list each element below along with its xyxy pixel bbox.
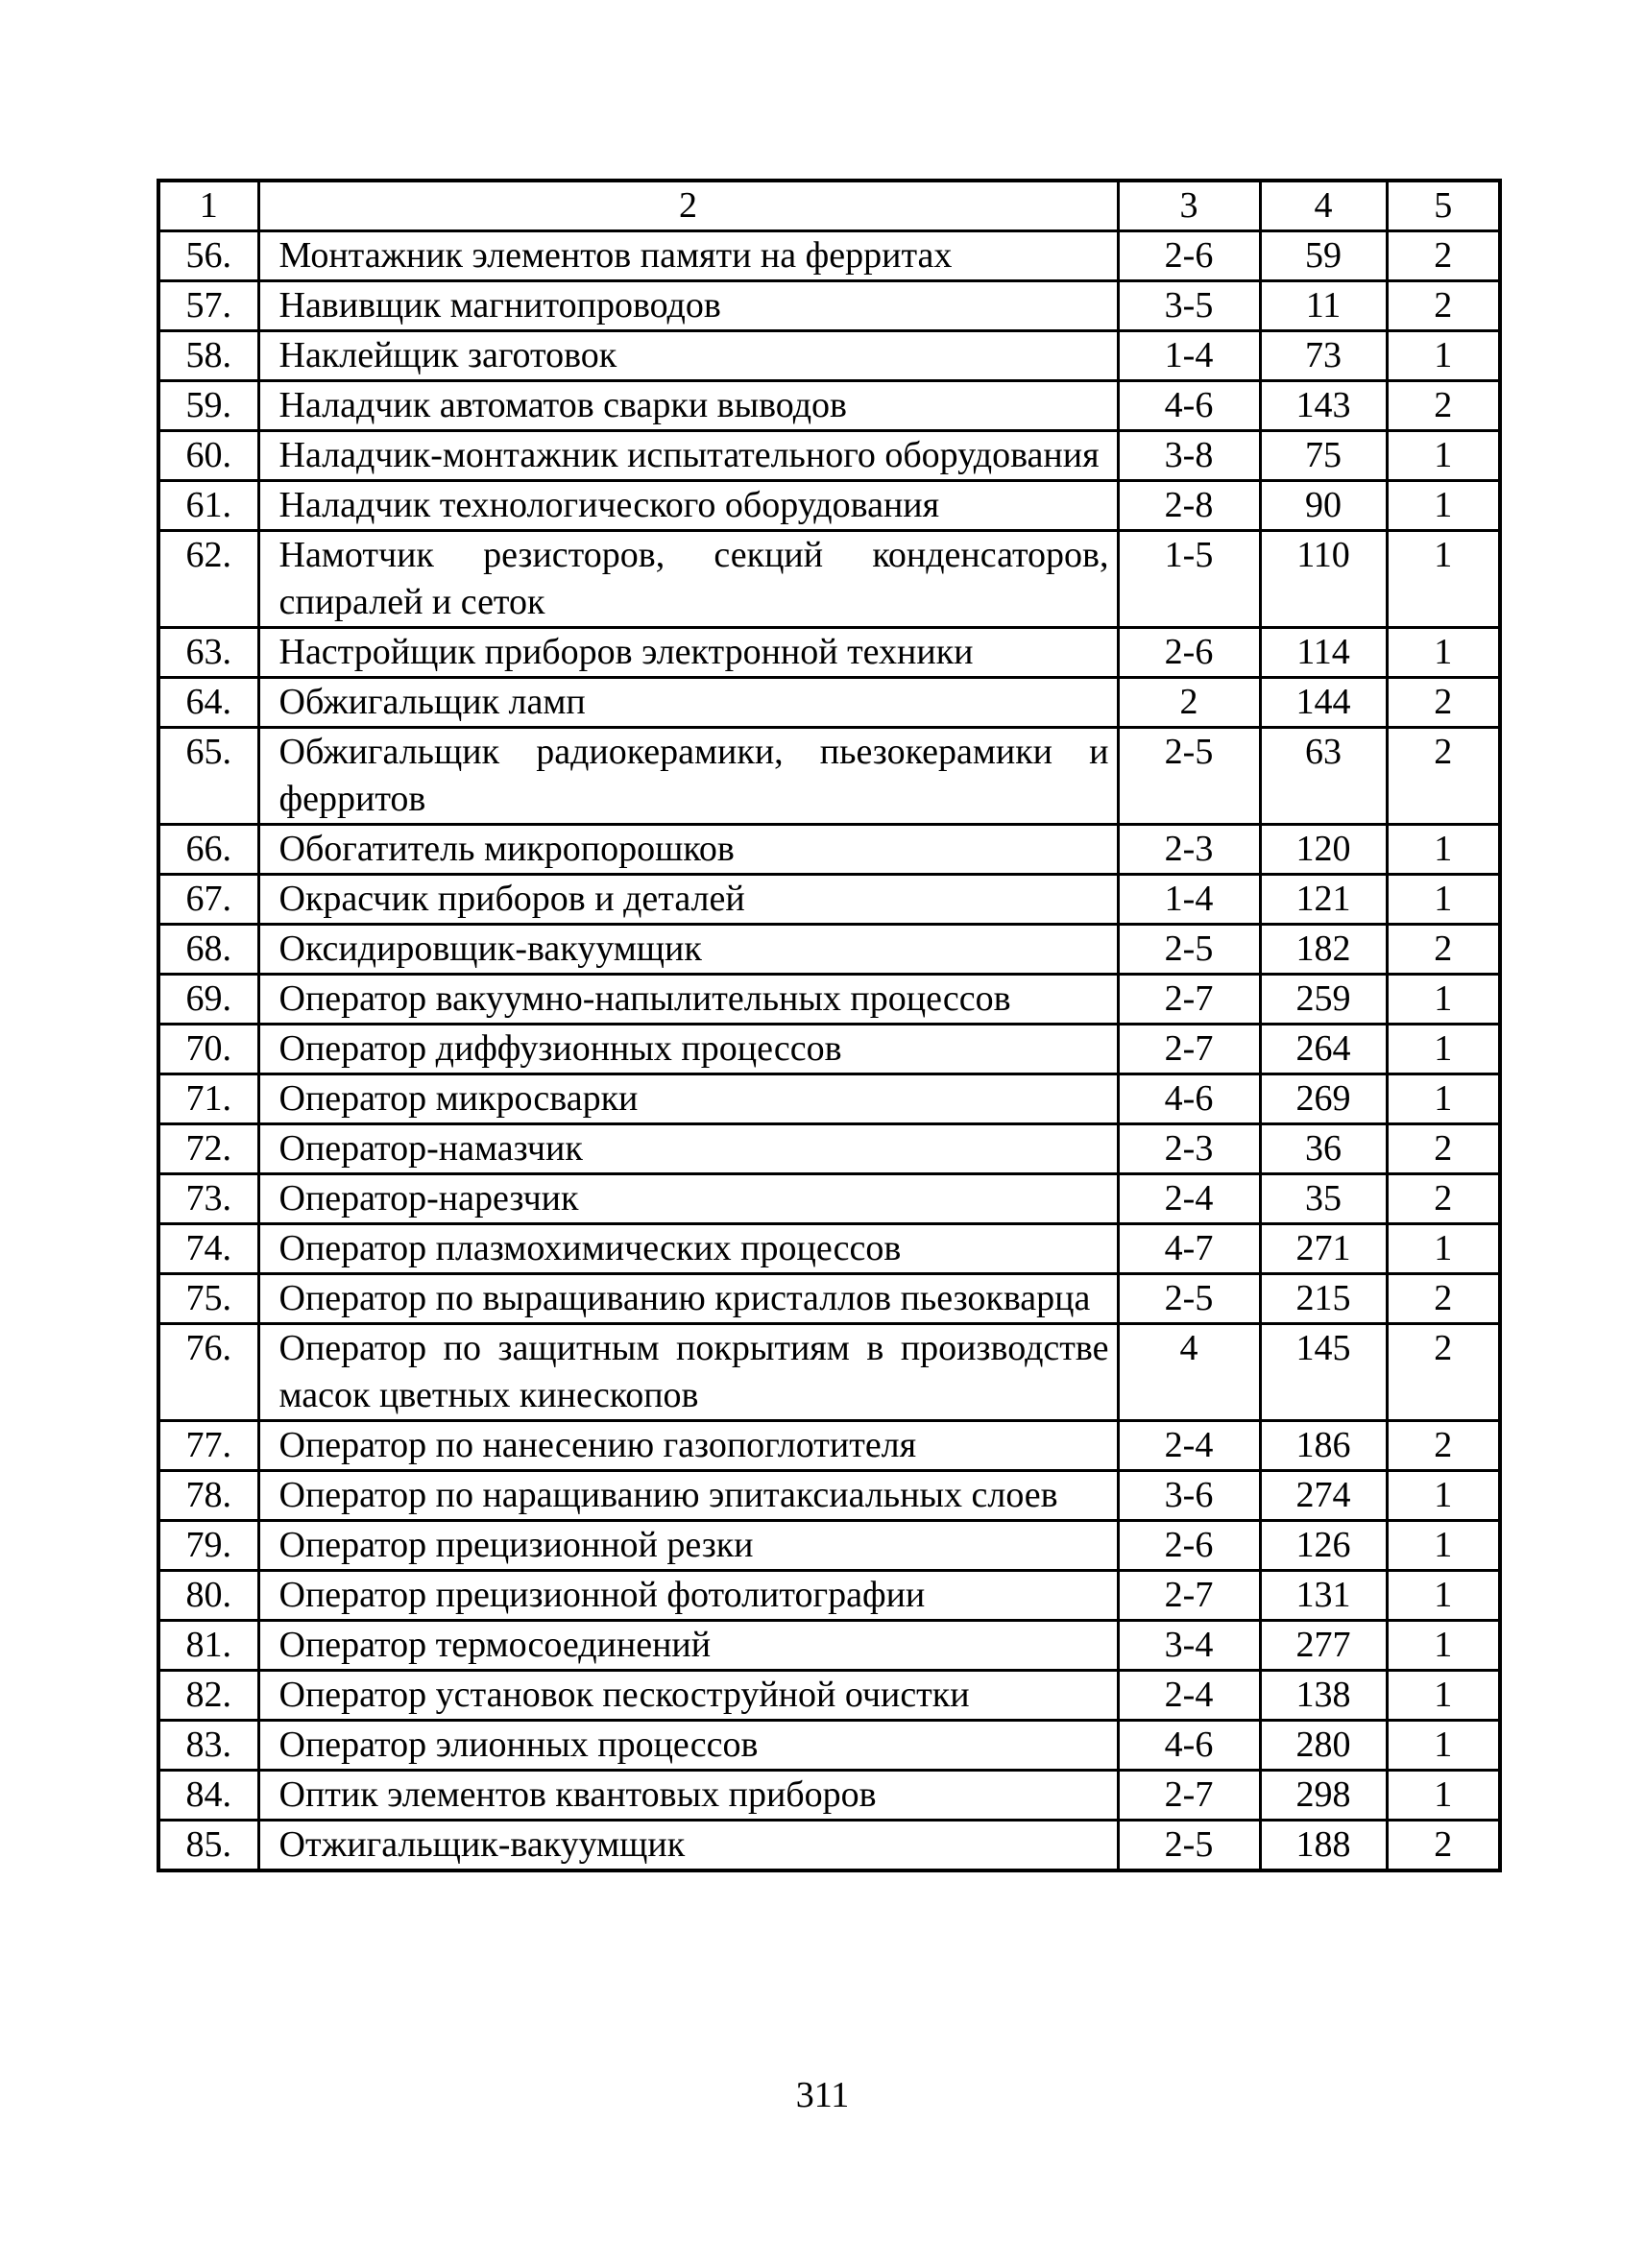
row-number-cell: 73.: [158, 1174, 258, 1224]
table-row: [158, 1621, 1500, 1671]
grade-range-cell: 2-6: [1118, 628, 1260, 678]
column-header: 4: [1260, 181, 1387, 231]
reference-number-cell: 114: [1260, 628, 1387, 678]
row-number-cell: 57.: [158, 281, 258, 331]
column-5-cell: 1: [1387, 1224, 1500, 1274]
profession-name-cell: Монтажник элементов памяти на ферритах: [258, 231, 1118, 281]
reference-number-cell: 36: [1260, 1124, 1387, 1174]
row-number-cell: 77.: [158, 1421, 258, 1471]
reference-number-cell: 143: [1260, 381, 1387, 431]
reference-number-cell: 75: [1260, 431, 1387, 481]
column-5-cell: 2: [1387, 1324, 1500, 1421]
profession-name-cell: Обогатитель микропорошков: [258, 825, 1118, 875]
profession-name-cell: Оксидировщик-вакуумщик: [258, 925, 1118, 975]
column-5-cell: 2: [1387, 678, 1500, 728]
row-number-cell: 83.: [158, 1721, 258, 1771]
column-5-cell: 1: [1387, 481, 1500, 531]
row-number-cell: 66.: [158, 825, 258, 875]
column-5-cell: 1: [1387, 531, 1500, 628]
grade-range-cell: 3-6: [1118, 1471, 1260, 1521]
column-5-cell: 2: [1387, 925, 1500, 975]
row-number-cell: 85.: [158, 1821, 258, 1871]
grade-range-cell: 2: [1118, 678, 1260, 728]
reference-number-cell: 182: [1260, 925, 1387, 975]
table-row: [158, 1224, 1500, 1274]
column-5-cell: 2: [1387, 728, 1500, 825]
row-number-cell: 68.: [158, 925, 258, 975]
reference-number-cell: 271: [1260, 1224, 1387, 1274]
profession-name-cell: Оператор термосоединений: [258, 1621, 1118, 1671]
profession-name-cell: Оператор-намазчик: [258, 1124, 1118, 1174]
row-number-cell: 70.: [158, 1025, 258, 1074]
row-number-cell: 69.: [158, 975, 258, 1025]
column-header: 1: [158, 181, 258, 231]
column-header: 3: [1118, 181, 1260, 231]
profession-name-cell: Оператор по защитным покрытиям в производстве масок цветных кинескопов: [258, 1324, 1118, 1421]
profession-name-cell: Настройщик приборов электронной техники: [258, 628, 1118, 678]
column-5-cell: 1: [1387, 1471, 1500, 1521]
column-5-cell: 1: [1387, 875, 1500, 925]
table-row: [158, 825, 1500, 875]
reference-number-cell: 59: [1260, 231, 1387, 281]
table-row: [158, 431, 1500, 481]
profession-name-cell: Намотчик резисторов, секций конденсаторов, спиралей и сеток: [258, 531, 1118, 628]
reference-number-cell: 280: [1260, 1721, 1387, 1771]
profession-name-cell: Оператор элионных процессов: [258, 1721, 1118, 1771]
column-5-cell: 1: [1387, 975, 1500, 1025]
reference-number-cell: 131: [1260, 1571, 1387, 1621]
profession-name-cell: Оператор-нарезчик: [258, 1174, 1118, 1224]
grade-range-cell: 2-3: [1118, 825, 1260, 875]
row-number-cell: 59.: [158, 381, 258, 431]
reference-number-cell: 274: [1260, 1471, 1387, 1521]
row-number-cell: 79.: [158, 1521, 258, 1571]
profession-name-cell: Оператор установок пескоструйной очистки: [258, 1671, 1118, 1721]
column-5-cell: 1: [1387, 1721, 1500, 1771]
grade-range-cell: 4: [1118, 1324, 1260, 1421]
column-header: 2: [258, 181, 1118, 231]
profession-name-cell: Оператор по нанесению газопоглотителя: [258, 1421, 1118, 1471]
reference-number-cell: 264: [1260, 1025, 1387, 1074]
row-number-cell: 72.: [158, 1124, 258, 1174]
grade-range-cell: 4-6: [1118, 1721, 1260, 1771]
profession-name-cell: Обжигальщик радиокерамики, пьезокерамики и ферритов: [258, 728, 1118, 825]
reference-number-cell: 259: [1260, 975, 1387, 1025]
table-row: [158, 1821, 1500, 1871]
column-5-cell: 1: [1387, 1621, 1500, 1671]
grade-range-cell: 2-7: [1118, 1571, 1260, 1621]
column-5-cell: 2: [1387, 1174, 1500, 1224]
profession-name-cell: Оператор диффузионных процессов: [258, 1025, 1118, 1074]
table-row: [158, 381, 1500, 431]
row-number-cell: 84.: [158, 1771, 258, 1821]
table-row: [158, 925, 1500, 975]
reference-number-cell: 73: [1260, 331, 1387, 381]
table-row: [158, 875, 1500, 925]
table-row: [158, 531, 1500, 628]
profession-name-cell: Наклейщик заготовок: [258, 331, 1118, 381]
table-body: [158, 181, 1500, 1870]
reference-number-cell: 121: [1260, 875, 1387, 925]
grade-range-cell: 2-7: [1118, 975, 1260, 1025]
column-5-cell: 2: [1387, 381, 1500, 431]
table-row: [158, 1471, 1500, 1521]
row-number-cell: 78.: [158, 1471, 258, 1521]
reference-number-cell: 186: [1260, 1421, 1387, 1471]
reference-number-cell: 138: [1260, 1671, 1387, 1721]
reference-number-cell: 63: [1260, 728, 1387, 825]
reference-number-cell: 110: [1260, 531, 1387, 628]
column-5-cell: 1: [1387, 628, 1500, 678]
table-row: [158, 231, 1500, 281]
row-number-cell: 56.: [158, 231, 258, 281]
grade-range-cell: 3-5: [1118, 281, 1260, 331]
reference-number-cell: 215: [1260, 1274, 1387, 1324]
profession-name-cell: Оператор прецизионной фотолитографии: [258, 1571, 1118, 1621]
profession-name-cell: Окрасчик приборов и деталей: [258, 875, 1118, 925]
grade-range-cell: 2-6: [1118, 1521, 1260, 1571]
table-row: [158, 1721, 1500, 1771]
row-number-cell: 58.: [158, 331, 258, 381]
row-number-cell: 74.: [158, 1224, 258, 1274]
profession-name-cell: Оператор прецизионной резки: [258, 1521, 1118, 1571]
table-row: [158, 331, 1500, 381]
column-5-cell: 1: [1387, 1771, 1500, 1821]
table-row: [158, 1274, 1500, 1324]
row-number-cell: 71.: [158, 1074, 258, 1124]
profession-name-cell: Оператор вакуумно-напылительных процессов: [258, 975, 1118, 1025]
table-row: [158, 1521, 1500, 1571]
grade-range-cell: 2-5: [1118, 1274, 1260, 1324]
profession-name-cell: Наладчик-монтажник испытательного оборудования: [258, 431, 1118, 481]
profession-name-cell: Оптик элементов квантовых приборов: [258, 1771, 1118, 1821]
row-number-cell: 65.: [158, 728, 258, 825]
column-5-cell: 2: [1387, 1421, 1500, 1471]
column-5-cell: 1: [1387, 1671, 1500, 1721]
column-5-cell: 1: [1387, 1074, 1500, 1124]
row-number-cell: 63.: [158, 628, 258, 678]
column-5-cell: 1: [1387, 1571, 1500, 1621]
table-row: [158, 678, 1500, 728]
reference-number-cell: 11: [1260, 281, 1387, 331]
profession-name-cell: Навивщик магнитопроводов: [258, 281, 1118, 331]
row-number-cell: 62.: [158, 531, 258, 628]
column-5-cell: 1: [1387, 1025, 1500, 1074]
column-5-cell: 1: [1387, 825, 1500, 875]
page-number: 311: [795, 2075, 850, 2115]
row-number-cell: 80.: [158, 1571, 258, 1621]
grade-range-cell: 4-6: [1118, 1074, 1260, 1124]
grade-range-cell: 2-4: [1118, 1174, 1260, 1224]
grade-range-cell: 1-4: [1118, 331, 1260, 381]
grade-range-cell: 4-6: [1118, 381, 1260, 431]
column-header: 5: [1387, 181, 1500, 231]
column-5-cell: 1: [1387, 1521, 1500, 1571]
grade-range-cell: 2-6: [1118, 231, 1260, 281]
grade-range-cell: 3-8: [1118, 431, 1260, 481]
table-row: [158, 1025, 1500, 1074]
column-5-cell: 1: [1387, 331, 1500, 381]
column-5-cell: 1: [1387, 431, 1500, 481]
grade-range-cell: 1-4: [1118, 875, 1260, 925]
table-row: [158, 1074, 1500, 1124]
row-number-cell: 82.: [158, 1671, 258, 1721]
profession-name-cell: Оператор по выращиванию кристаллов пьезокварца: [258, 1274, 1118, 1324]
row-number-cell: 75.: [158, 1274, 258, 1324]
reference-number-cell: 145: [1260, 1324, 1387, 1421]
reference-number-cell: 35: [1260, 1174, 1387, 1224]
profession-name-cell: Отжигальщик-вакуумщик: [258, 1821, 1118, 1871]
column-5-cell: 2: [1387, 281, 1500, 331]
profession-name-cell: Оператор по наращиванию эпитаксиальных слоев: [258, 1471, 1118, 1521]
row-number-cell: 60.: [158, 431, 258, 481]
grade-range-cell: 2-7: [1118, 1025, 1260, 1074]
reference-number-cell: 269: [1260, 1074, 1387, 1124]
profession-name-cell: Наладчик автоматов сварки выводов: [258, 381, 1118, 431]
reference-number-cell: 120: [1260, 825, 1387, 875]
table-row: [158, 728, 1500, 825]
table-row: [158, 1124, 1500, 1174]
grade-range-cell: 4-7: [1118, 1224, 1260, 1274]
grade-range-cell: 2-4: [1118, 1671, 1260, 1721]
professions-table: [157, 179, 1502, 1872]
table-row: [158, 481, 1500, 531]
grade-range-cell: 2-3: [1118, 1124, 1260, 1174]
reference-number-cell: 188: [1260, 1821, 1387, 1871]
row-number-cell: 76.: [158, 1324, 258, 1421]
reference-number-cell: 144: [1260, 678, 1387, 728]
row-number-cell: 81.: [158, 1621, 258, 1671]
grade-range-cell: 2-5: [1118, 728, 1260, 825]
column-5-cell: 2: [1387, 1274, 1500, 1324]
row-number-cell: 67.: [158, 875, 258, 925]
table-row: [158, 281, 1500, 331]
grade-range-cell: 3-4: [1118, 1621, 1260, 1671]
reference-number-cell: 90: [1260, 481, 1387, 531]
column-5-cell: 2: [1387, 1124, 1500, 1174]
row-number-cell: 61.: [158, 481, 258, 531]
column-5-cell: 2: [1387, 231, 1500, 281]
grade-range-cell: 2-7: [1118, 1771, 1260, 1821]
grade-range-cell: 2-4: [1118, 1421, 1260, 1471]
reference-number-cell: 126: [1260, 1521, 1387, 1571]
table-row: [158, 975, 1500, 1025]
reference-number-cell: 277: [1260, 1621, 1387, 1671]
profession-name-cell: Обжигальщик ламп: [258, 678, 1118, 728]
grade-range-cell: 2-5: [1118, 1821, 1260, 1871]
grade-range-cell: 2-5: [1118, 925, 1260, 975]
table-row: [158, 1771, 1500, 1821]
column-5-cell: 2: [1387, 1821, 1500, 1871]
table-row: [158, 1421, 1500, 1471]
profession-name-cell: Оператор микросварки: [258, 1074, 1118, 1124]
table-header-row: [158, 181, 1500, 231]
profession-name-cell: Оператор плазмохимических процессов: [258, 1224, 1118, 1274]
row-number-cell: 64.: [158, 678, 258, 728]
table-row: [158, 628, 1500, 678]
grade-range-cell: 2-8: [1118, 481, 1260, 531]
grade-range-cell: 1-5: [1118, 531, 1260, 628]
table-row: [158, 1174, 1500, 1224]
table-row: [158, 1571, 1500, 1621]
table-row: [158, 1671, 1500, 1721]
profession-name-cell: Наладчик технологического оборудования: [258, 481, 1118, 531]
reference-number-cell: 298: [1260, 1771, 1387, 1821]
table-row: [158, 1324, 1500, 1421]
